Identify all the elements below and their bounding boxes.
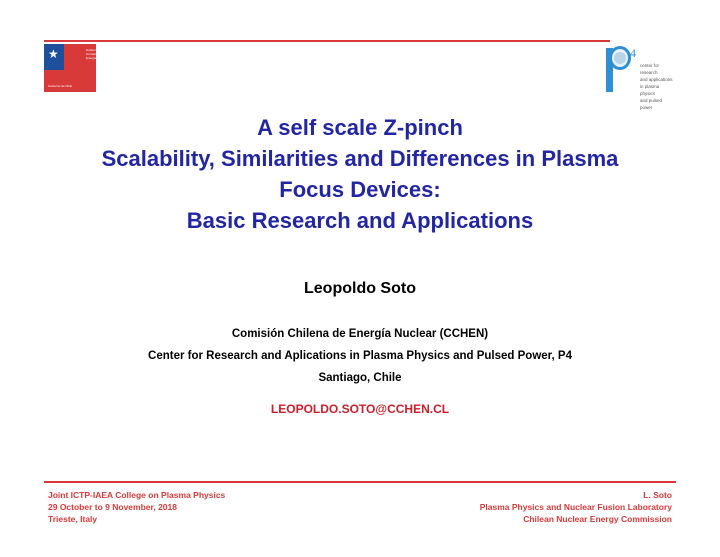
- slide-title: [0, 112, 720, 236]
- footer-right-line: Plasma Physics and Nuclear Fusion Laboratory: [479, 502, 672, 512]
- top-divider: [44, 40, 610, 42]
- p4-logo-number: 4: [630, 46, 636, 60]
- p4-logo-word: center for research: [640, 63, 660, 75]
- p4-logo-words: [640, 62, 674, 111]
- affiliation-line-1: Comisión Chilena de Energía Nuclear (CCHEN): [231, 328, 489, 340]
- footer-event-info: [48, 489, 225, 525]
- p4-logo-globe: [614, 52, 626, 64]
- title-line-2: Scalability, Similarities and Differences in Plasma: [101, 146, 619, 171]
- title-line-4: Basic Research and Applications: [186, 208, 534, 233]
- footer-right-line: Chilean Nuclear Energy Commission: [523, 514, 672, 524]
- title-line-3: Focus Devices:: [279, 177, 441, 202]
- star-icon: ★: [48, 47, 59, 61]
- logo-text-top: Gobierno de Chile Comisión Chilena de Energía Nuclear: [86, 48, 114, 60]
- bottom-divider: [44, 481, 676, 483]
- footer-right-line: L. Soto: [643, 490, 672, 500]
- affiliations: [0, 323, 720, 389]
- affiliation-line-2: Center for Research and Aplications in Plasma Physics and Pulsed Power, P4: [148, 350, 572, 362]
- p4-logo-word: and pulsed power: [640, 98, 663, 110]
- logo-red-block: [64, 44, 114, 70]
- footer-left-line: Trieste, Italy: [48, 514, 98, 524]
- logo-red-band: [44, 70, 96, 92]
- p4-logo: [604, 46, 674, 110]
- author-name: Leopoldo Soto: [304, 280, 416, 297]
- affiliation-line-3: Santiago, Chile: [318, 372, 402, 384]
- title-line-1: A self scale Z-pinch: [257, 115, 463, 140]
- logo-blue-block: [44, 44, 64, 70]
- p4-logo-word: and applications: [640, 77, 673, 82]
- government-of-chile-logo: [44, 44, 114, 92]
- author-email: LEOPOLDO.SOTO@CCHEN.CL: [270, 402, 450, 416]
- footer-left-line: 29 October to 9 November, 2018: [48, 502, 177, 512]
- p4-logo-word: in plasma physics: [640, 84, 660, 96]
- footer-left-line: Joint ICTP-IAEA College on Plasma Physics: [48, 490, 226, 500]
- footer-author-info: [480, 489, 672, 525]
- logo-text-bottom: Gobierno de Chile: [48, 84, 73, 88]
